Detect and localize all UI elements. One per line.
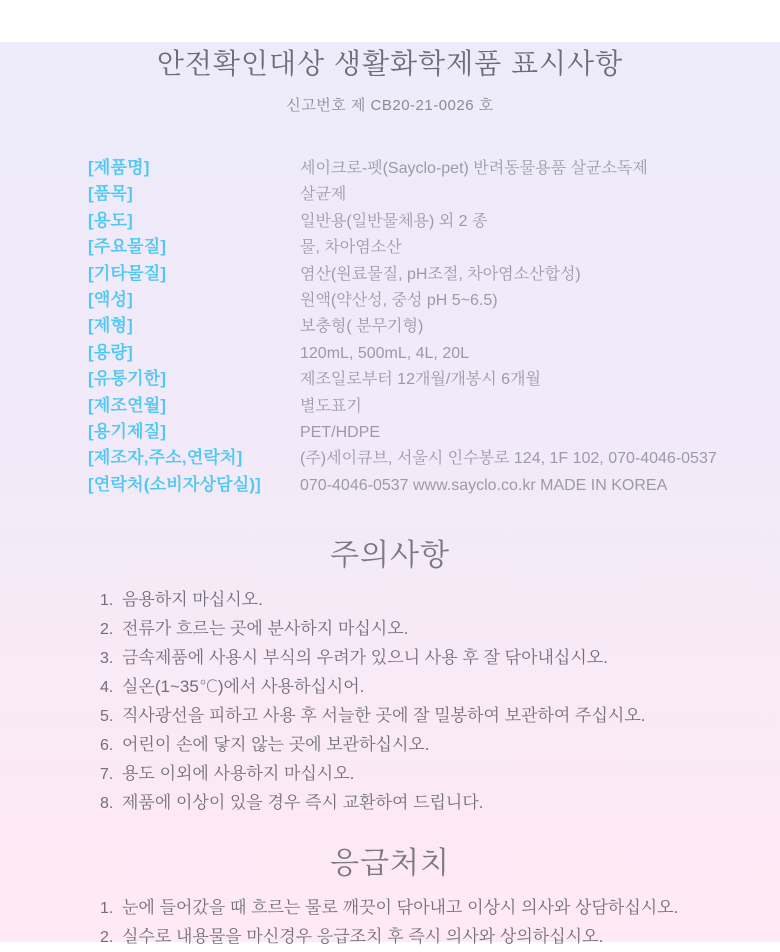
- precautions-section-title: 주의사항: [330, 539, 450, 573]
- list-item-number: 2.: [100, 621, 114, 639]
- table-row-usage: [88, 208, 780, 234]
- field-value: 세이크로-펫(Sayclo-pet) 반려동물용품 살균소독제: [300, 160, 648, 177]
- table-row-volume: [88, 340, 780, 366]
- field-value: 염산(원료물질, pH조절, 차아염소산합성): [300, 265, 581, 283]
- field-value: 살균제: [300, 186, 347, 204]
- first-aid-section-title: 응급처치: [330, 847, 450, 881]
- field-value: (주)세이큐브, 서울시 인수봉로 124, 1F 102, 070-4046-0537: [300, 450, 717, 468]
- precaution-item: [100, 789, 780, 818]
- list-item-text: 직사광선을 피하고 사용 후 서늘한 곳에 잘 밀봉하여 보관하여 주십시오.: [122, 706, 646, 726]
- precaution-item: [100, 586, 780, 615]
- field-label: [제형]: [88, 316, 133, 336]
- field-value: 보충형( 분무기형): [300, 318, 424, 336]
- field-value: 070-4046-0537 www.sayclo.co.kr MADE IN KOREA: [300, 476, 668, 494]
- list-item-text: 실수로 내용물을 마신경우 응급조치 후 즉시 의사와 상의하십시오.: [122, 927, 604, 947]
- field-label: [액성]: [88, 290, 133, 310]
- field-label: [용량]: [88, 342, 133, 362]
- product-label-page: [0, 42, 780, 947]
- report-number: 신고번호 제 CB20-21-0026 호: [286, 97, 494, 114]
- list-item-text: 눈에 들어갔을 때 흐르는 물로 깨끗이 닦아내고 이상시 의사와 상담하십시오.: [122, 898, 679, 918]
- list-item-text: 실온(1~35℃)에서 사용하십시어.: [122, 677, 365, 697]
- field-label: [용기제질]: [88, 422, 167, 442]
- field-value: PET/HDPE: [300, 424, 381, 442]
- field-value: 원액(약산성, 중성 pH 5~6.5): [300, 292, 498, 310]
- table-row-product-name: [88, 155, 780, 181]
- field-value: 120mL, 500mL, 4L, 20L: [300, 344, 470, 362]
- list-item-number: 5.: [100, 708, 114, 726]
- list-item-number: 6.: [100, 737, 114, 755]
- field-label: [연락처(소비자상담실)]: [88, 474, 262, 494]
- precautions-list: [100, 586, 780, 818]
- field-label: [제품명]: [88, 158, 150, 177]
- page-title: 안전확인대상 생활화학제품 표시사항: [156, 48, 624, 79]
- table-row-main-substance: [88, 234, 780, 260]
- list-item-text: 금속제품에 사용시 부식의 우려가 있으니 사용 후 잘 닦아내십시오.: [122, 648, 608, 668]
- field-value: 일반용(일반물체용) 외 2 종: [300, 212, 488, 230]
- field-value: 물, 차아염소산: [300, 239, 402, 257]
- list-item-text: 전류가 흐르는 곳에 분사하지 마십시오.: [122, 619, 409, 639]
- list-item-number: 3.: [100, 650, 114, 668]
- field-label: [제조연월]: [88, 395, 167, 415]
- precaution-item: [100, 702, 780, 731]
- table-row-liquid-property: [88, 287, 780, 313]
- table-row-manufacture-date: [88, 393, 780, 419]
- list-item-text: 어린이 손에 닿지 않는 곳에 보관하십시오.: [122, 735, 430, 755]
- first-aid-item: [100, 923, 780, 952]
- table-row-container-material: [88, 419, 780, 445]
- first-aid-item: [100, 894, 780, 923]
- table-row-category: [88, 181, 780, 207]
- table-row-manufacturer: [88, 445, 780, 471]
- list-item-text: 음용하지 마십시오.: [122, 590, 263, 610]
- field-value: 별도표기: [300, 397, 362, 415]
- list-item-number: 8.: [100, 795, 114, 813]
- precaution-item: [100, 760, 780, 789]
- field-label: [주요물질]: [88, 237, 167, 257]
- list-item-text: 용도 이외에 사용하지 마십시오.: [122, 764, 355, 784]
- list-item-number: 1.: [100, 900, 114, 918]
- first-aid-list: [100, 894, 780, 952]
- list-item-number: 1.: [100, 592, 114, 610]
- table-row-form: [88, 313, 780, 339]
- field-label: [제조자,주소,연락처]: [88, 448, 243, 468]
- field-label: [유통기한]: [88, 369, 167, 389]
- field-label: [기타물질]: [88, 263, 167, 283]
- product-info-table: [88, 155, 780, 498]
- table-row-contact: [88, 472, 780, 498]
- field-label: [품목]: [88, 184, 133, 204]
- list-item-number: 7.: [100, 766, 114, 784]
- precaution-item: [100, 673, 780, 702]
- precaution-item: [100, 615, 780, 644]
- precaution-item: [100, 644, 780, 673]
- list-item-text: 제품에 이상이 있을 경우 즉시 교환하여 드립니다.: [122, 793, 484, 813]
- list-item-number: 2.: [100, 929, 114, 947]
- table-row-other-substance: [88, 261, 780, 287]
- field-value: 제조일로부터 12개월/개봉시 6개월: [300, 371, 541, 389]
- table-row-shelf-life: [88, 366, 780, 392]
- precaution-item: [100, 731, 780, 760]
- list-item-number: 4.: [100, 679, 114, 697]
- field-label: [용도]: [88, 210, 133, 230]
